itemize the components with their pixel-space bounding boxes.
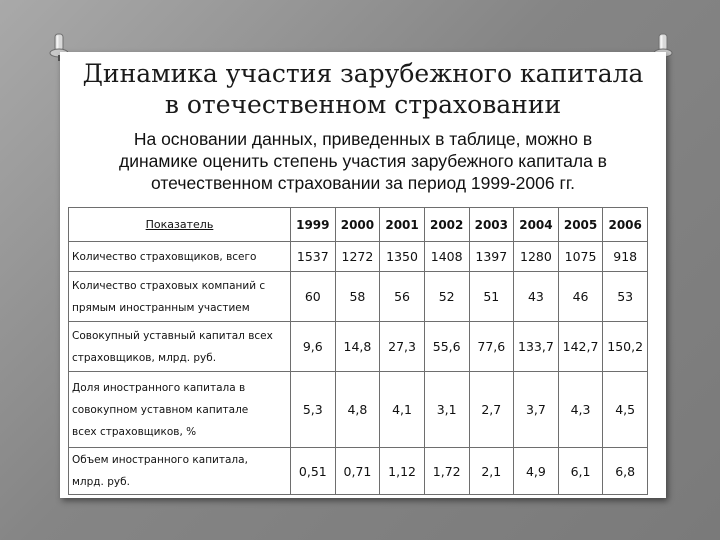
slide-title xyxy=(60,58,666,120)
year-header: 2002 xyxy=(424,208,469,242)
row-label-line: Совокупный уставный капитал всех xyxy=(72,329,273,342)
table-header-row xyxy=(69,208,648,242)
table-cell: 5,3 xyxy=(291,372,336,448)
table-cell: 3,7 xyxy=(514,372,559,448)
table-row xyxy=(69,242,648,272)
table-row xyxy=(69,322,648,372)
table-cell: 27,3 xyxy=(380,322,425,372)
table-cell: 55,6 xyxy=(424,322,469,372)
table-cell: 150,2 xyxy=(603,322,648,372)
table-cell: 58 xyxy=(335,272,380,322)
table-cell: 46 xyxy=(558,272,603,322)
intro-paragraph xyxy=(76,128,650,194)
intro-line-2: динамике оценить степень участия зарубежного капитала в xyxy=(119,151,607,171)
table-cell: 56 xyxy=(380,272,425,322)
table-cell: 1397 xyxy=(469,242,514,272)
year-header: 2000 xyxy=(335,208,380,242)
row-label-line: совокупном уставном капитале xyxy=(72,403,249,416)
table-cell: 1408 xyxy=(424,242,469,272)
row-label-line: млрд. руб. xyxy=(72,476,130,488)
year-header: 1999 xyxy=(291,208,336,242)
table-cell: 2,7 xyxy=(469,372,514,448)
row-label xyxy=(69,242,291,272)
table-cell: 3,1 xyxy=(424,372,469,448)
row-label-line: Количество страховых компаний с xyxy=(72,279,266,292)
title-line-2: в отечественном страховании xyxy=(164,90,562,119)
table-cell: 918 xyxy=(603,242,648,272)
table-cell: 1272 xyxy=(335,242,380,272)
table-cell: 1350 xyxy=(380,242,425,272)
table-cell: 0,71 xyxy=(335,448,380,495)
table-cell: 9,6 xyxy=(291,322,336,372)
table-cell: 2,1 xyxy=(469,448,514,495)
row-label xyxy=(69,272,291,322)
table-cell: 4,1 xyxy=(380,372,425,448)
table-cell: 133,7 xyxy=(514,322,559,372)
year-header: 2004 xyxy=(514,208,559,242)
year-header: 2001 xyxy=(380,208,425,242)
year-header: 2003 xyxy=(469,208,514,242)
table-row xyxy=(69,272,648,322)
table-cell: 1075 xyxy=(558,242,603,272)
table-cell: 6,1 xyxy=(558,448,603,495)
table-cell: 4,5 xyxy=(603,372,648,448)
row-label-line: страховщиков, млрд. руб. xyxy=(72,351,217,364)
row-label xyxy=(69,322,291,372)
table-cell: 77,6 xyxy=(469,322,514,372)
table-cell: 1537 xyxy=(291,242,336,272)
table-cell: 6,8 xyxy=(603,448,648,495)
row-label xyxy=(69,448,291,495)
table-cell: 51 xyxy=(469,272,514,322)
row-label-line: Объем иностранного капитала, xyxy=(72,454,248,466)
table-cell: 60 xyxy=(291,272,336,322)
data-table xyxy=(68,207,648,495)
table-cell: 1,72 xyxy=(424,448,469,495)
table-row xyxy=(69,372,648,448)
header-label: Показатель xyxy=(69,208,291,242)
row-label-line: Количество страховщиков, всего xyxy=(72,250,257,263)
year-header: 2006 xyxy=(603,208,648,242)
table-cell: 4,8 xyxy=(335,372,380,448)
table-cell: 142,7 xyxy=(558,322,603,372)
intro-line-3: отечественном страховании за период 1999-2006 гг. xyxy=(151,173,575,193)
table-cell: 1,12 xyxy=(380,448,425,495)
table-cell: 43 xyxy=(514,272,559,322)
table-cell: 4,3 xyxy=(558,372,603,448)
row-label-line: всех страховщиков, % xyxy=(72,425,197,438)
table-cell: 0,51 xyxy=(291,448,336,495)
year-header: 2005 xyxy=(558,208,603,242)
row-label-line: прямым иностранным участием xyxy=(72,301,250,314)
row-label xyxy=(69,372,291,448)
title-line-1: Динамика участия зарубежного капитала xyxy=(82,59,644,88)
table-row xyxy=(69,448,648,495)
table-cell: 14,8 xyxy=(335,322,380,372)
table-cell: 1280 xyxy=(514,242,559,272)
table-cell: 4,9 xyxy=(514,448,559,495)
table-cell: 52 xyxy=(424,272,469,322)
intro-line-1: На основании данных, приведенных в таблице, можно в xyxy=(133,129,593,149)
row-label-line: Доля иностранного капитала в xyxy=(72,381,246,394)
table-cell: 53 xyxy=(603,272,648,322)
